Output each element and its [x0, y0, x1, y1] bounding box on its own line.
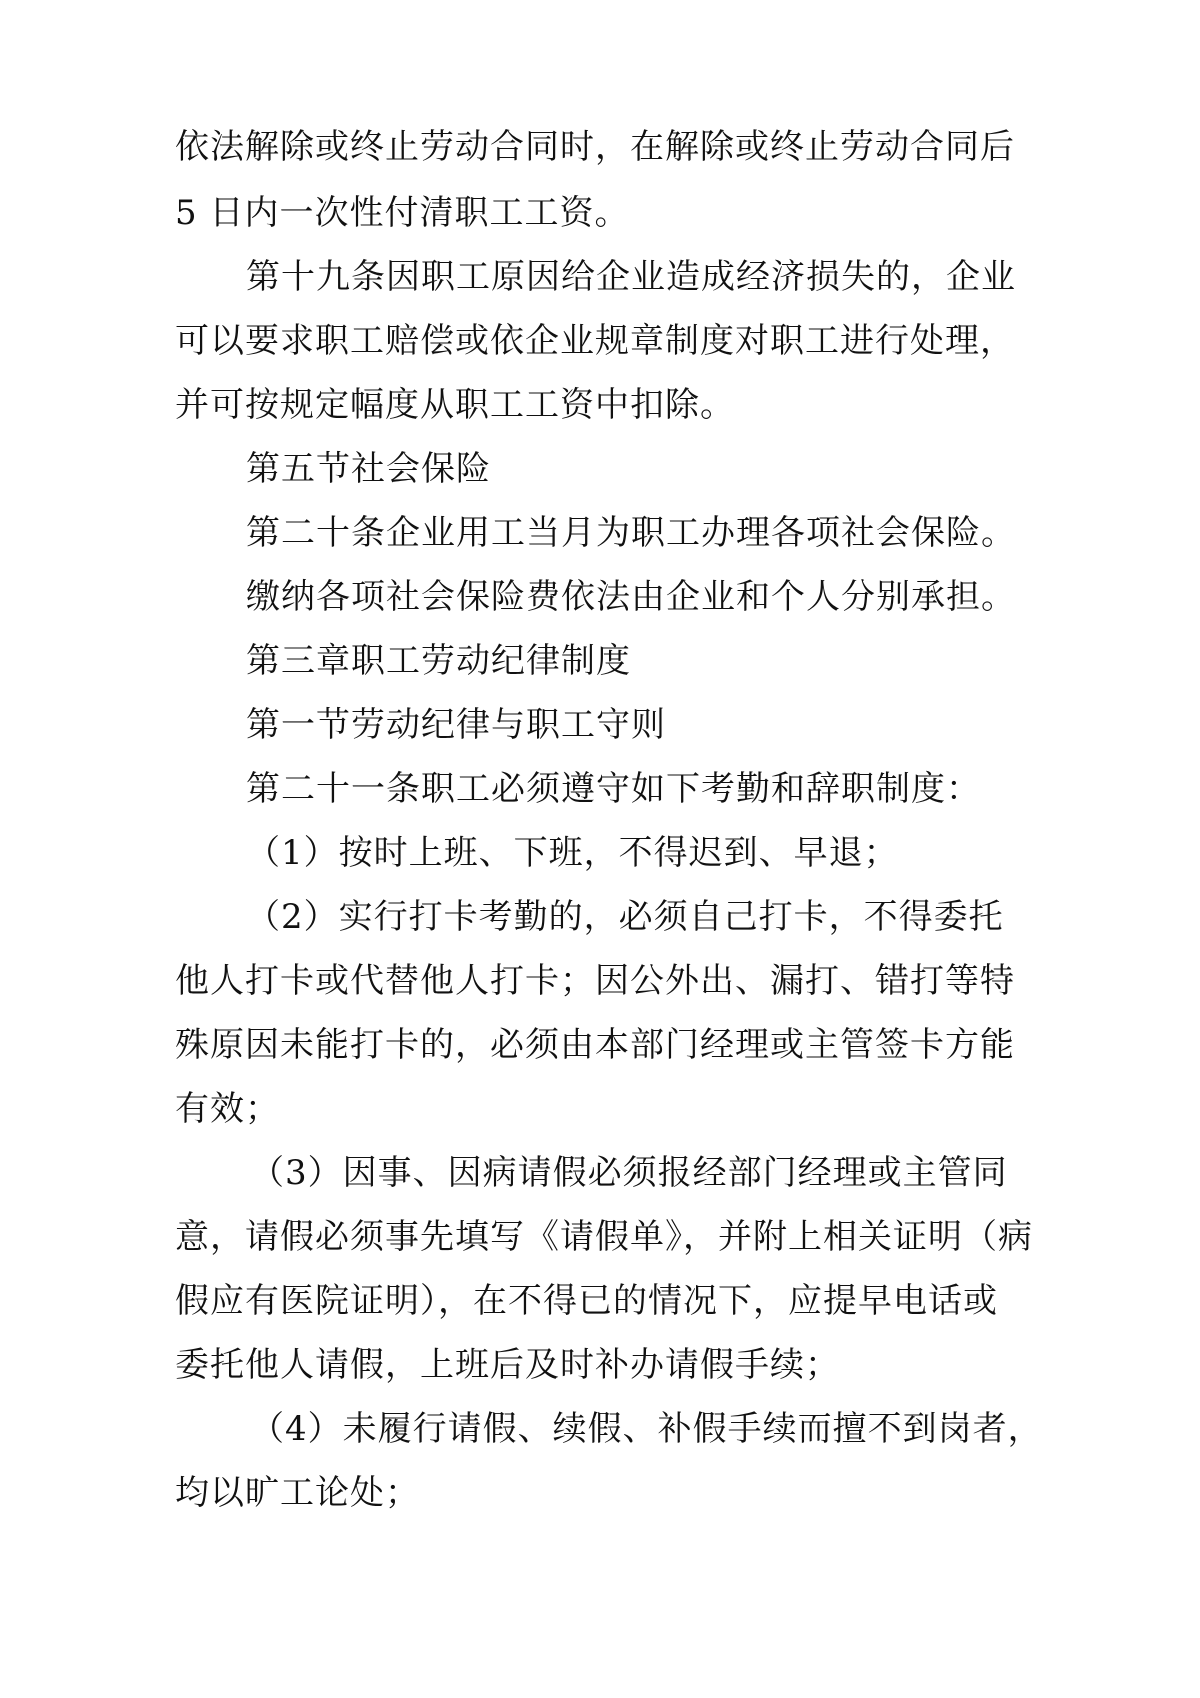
list-item-3: （3）因事、因病请假必须报经部门经理或主管同	[250, 1153, 1008, 1193]
paragraph-line: 缴纳各项社会保险费依法由企业和个人分别承担。	[246, 577, 1016, 617]
paragraph-line: 5 日内一次性付清职工工资。	[175, 193, 630, 233]
paragraph-line: 可以要求职工赔偿或依企业规章制度对职工进行处理，	[175, 321, 1015, 361]
paragraph-line: 有效；	[175, 1089, 280, 1129]
paragraph-line: 并可按规定幅度从职工工资中扣除。	[175, 385, 735, 425]
article-21-line: 第二十一条职工必须遵守如下考勤和辞职制度：	[246, 769, 981, 809]
paragraph-line: 意，请假必须事先填写《请假单》，并附上相关证明（病	[175, 1217, 1033, 1257]
paragraph-line: 依法解除或终止劳动合同时，在解除或终止劳动合同后	[175, 127, 1015, 167]
section-heading: 第一节劳动纪律与职工守则	[246, 705, 666, 745]
article-20-line: 第二十条企业用工当月为职工办理各项社会保险。	[246, 513, 1016, 553]
paragraph-line: 委托他人请假，上班后及时补办请假手续；	[175, 1345, 840, 1385]
list-item-1: （1）按时上班、下班，不得迟到、早退；	[246, 833, 899, 873]
paragraph-line: 殊原因未能打卡的，必须由本部门经理或主管签卡方能	[175, 1025, 1015, 1065]
article-19-line: 第十九条因职工原因给企业造成经济损失的，企业	[246, 257, 1016, 297]
list-item-2: （2）实行打卡考勤的，必须自己打卡，不得委托	[246, 897, 1004, 937]
paragraph-line: 假应有医院证明），在不得已的情况下，应提早电话或	[175, 1281, 998, 1321]
paragraph-line: 他人打卡或代替他人打卡；因公外出、漏打、错打等特	[175, 961, 1015, 1001]
list-item-4: （4）未履行请假、续假、补假手续而擅不到岗者，	[250, 1409, 1043, 1449]
section-heading: 第五节社会保险	[246, 449, 491, 489]
chapter-heading: 第三章职工劳动纪律制度	[246, 641, 631, 681]
paragraph-line: 均以旷工论处；	[175, 1473, 420, 1513]
